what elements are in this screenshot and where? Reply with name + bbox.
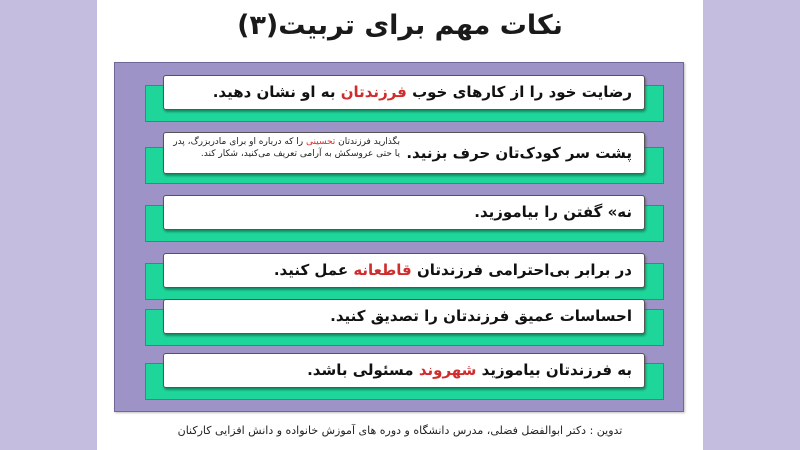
tip-text: احساسات عمیق فرزندتان را تصدیق کنید. bbox=[330, 307, 632, 325]
slide bbox=[97, 0, 703, 450]
tip-row bbox=[145, 75, 664, 122]
tip-card bbox=[163, 132, 645, 174]
tip-text: در برابر بی‌احترامی فرزندتان bbox=[411, 261, 632, 279]
slide-title: نکات مهم برای تربیت(۳) bbox=[237, 10, 563, 41]
tip-row bbox=[145, 253, 664, 300]
tip-text-end: به او نشان دهید. bbox=[212, 83, 341, 101]
tip-card bbox=[163, 75, 645, 110]
tip-highlight: شهروند bbox=[418, 361, 477, 379]
tip-text: به فرزندتان بیاموزید bbox=[476, 361, 632, 379]
note-highlight: تحسینی bbox=[306, 137, 336, 147]
tip-row bbox=[145, 353, 664, 400]
tip-row bbox=[145, 132, 664, 184]
tip-row bbox=[145, 299, 664, 346]
tip-card bbox=[163, 195, 645, 230]
tips-panel bbox=[114, 62, 684, 412]
tip-side-note bbox=[170, 136, 400, 160]
tip-text-end: مسئولی باشد. bbox=[307, 361, 419, 379]
tip-card bbox=[163, 253, 645, 288]
tip-card bbox=[163, 353, 645, 388]
note-text-end: را که درباره او برای مادربزرگ، پدر یا حتی عروسکش به آرامی تعریف می‌کنید، شکار کند. bbox=[173, 137, 400, 159]
note-text: بگذارید فرزندتان bbox=[335, 137, 400, 147]
tip-text: پشت سر کودک‌تان حرف بزنید. bbox=[406, 144, 632, 162]
tip-card bbox=[163, 299, 645, 334]
tip-highlight: فرزندتان bbox=[340, 83, 407, 101]
tip-text-end: عمل کنید. bbox=[273, 261, 354, 279]
tip-row bbox=[145, 195, 664, 242]
tip-text: نه» گفتن را بیاموزید. bbox=[474, 203, 632, 221]
tip-highlight: قاطعانه bbox=[353, 261, 412, 279]
slide-footer: تدوین : دکتر ابوالفضل فضلی، مدرس دانشگاه و دوره های آموزش خانواده و دانش افزایی کارکنان bbox=[177, 424, 623, 437]
tip-text: رضایت خود را از کارهای خوب bbox=[406, 83, 632, 101]
